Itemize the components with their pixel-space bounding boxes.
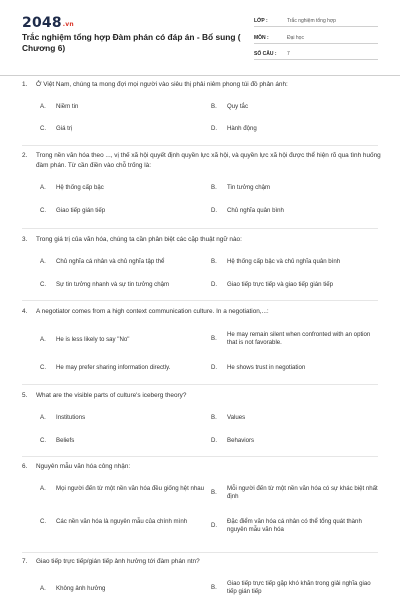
option-6d[interactable]: [211, 518, 379, 535]
option-letter: B.: [211, 584, 217, 592]
question-3: [22, 235, 382, 245]
option-2c[interactable]: [40, 207, 204, 215]
meta-value: Trắc nghiệm tổng hợp: [287, 18, 336, 24]
option-1d[interactable]: [211, 125, 379, 133]
option-text: Giao tiếp trực tiếp gặp khó khăn trong giải nghĩa giao tiếp gián tiếp: [227, 580, 371, 596]
option-1c[interactable]: [40, 125, 204, 133]
option-letter: C.: [40, 364, 47, 371]
option-2a[interactable]: [40, 184, 204, 192]
question-divider: [22, 145, 378, 146]
option-letter: A.: [40, 258, 46, 265]
option-4d[interactable]: [211, 364, 379, 372]
option-text: He shows trust in negotiation: [227, 364, 306, 371]
meta-value: Đại học: [287, 34, 304, 41]
question-text: Trong giá trị của văn hóa, chúng ta cần phân biệt các cặp thuật ngữ nào:: [36, 236, 242, 243]
option-letter: B.: [211, 489, 217, 497]
option-text: He may remain silent when confronted with an option that is not favorable.: [227, 331, 371, 347]
meta-row-subject: [254, 30, 378, 44]
option-letter: A.: [40, 585, 46, 592]
option-text: Đặc điểm văn hóa cá nhân có thể tổng quát thành nguyên mẫu văn hóa: [227, 518, 362, 534]
question-number: 4.: [22, 308, 28, 315]
question-number: 5.: [22, 392, 28, 399]
option-text: Tin tưởng chậm: [227, 184, 271, 191]
question-number: 6.: [22, 463, 28, 470]
option-text: Các nền văn hóa là nguyên mẫu của chính mình: [56, 518, 188, 525]
question-text: Nguyên mẫu văn hóa công nhận:: [36, 463, 131, 470]
option-text: Sự tin tưởng nhanh và sự tin tưởng chậm: [56, 281, 170, 288]
option-letter: D.: [211, 281, 218, 288]
meta-label: SỐ CÂU :: [254, 51, 277, 58]
option-3c[interactable]: [40, 281, 204, 289]
option-text: Chủ nghĩa quân bình: [227, 207, 284, 214]
question-number: 1.: [22, 81, 28, 88]
option-letter: D.: [211, 207, 218, 214]
option-text: Quy tắc: [227, 103, 248, 110]
option-text: He is less likely to say "No": [56, 336, 130, 343]
option-text: Giao tiếp trực tiếp và giao tiếp gián tiếp: [227, 281, 334, 288]
option-letter: B.: [211, 414, 217, 421]
option-letter: D.: [211, 437, 218, 444]
option-text: Không ảnh hưởng: [56, 585, 106, 592]
option-text: Giao tiếp gián tiếp: [56, 207, 106, 214]
option-text: Beliefs: [56, 437, 75, 444]
option-letter: B.: [211, 258, 217, 265]
option-letter: B.: [211, 335, 217, 343]
option-text: Mọi người đến từ một nền văn hóa đều giống hệt nhau: [56, 485, 205, 492]
meta-label: MÔN :: [254, 34, 269, 41]
option-text: Niềm tin: [56, 103, 79, 110]
option-text: Chủ nghĩa cá nhân và chủ nghĩa tập thể: [56, 258, 165, 265]
question-text: Trong nền văn hóa theo ..., vị thế xã hội quyết định quyền lực xã hội, và quyền lực xã hội được thể hiện rõ qua tình huống đàm phán. Từ cần điền vào chỗ trống là:: [36, 152, 381, 169]
option-2b[interactable]: [211, 184, 379, 192]
question-text: Giao tiếp trực tiếp/gián tiếp ảnh hưởng tới đàm phán ntn?: [36, 558, 200, 565]
meta-row-class: [254, 13, 378, 27]
meta-row-count: [254, 46, 378, 60]
question-number: 7.: [22, 558, 28, 565]
option-text: Behaviors: [227, 437, 255, 444]
question-text: Ở Việt Nam, chúng ta mong đợi mọi người vào siêu thị phải niêm phong túi đồ phản ánh:: [36, 81, 288, 88]
page-header: [0, 0, 400, 74]
option-letter: A.: [40, 103, 46, 110]
option-text: Hành động: [227, 125, 257, 132]
option-5d[interactable]: [211, 437, 379, 445]
option-letter: C.: [40, 437, 47, 444]
option-letter: D.: [211, 364, 218, 371]
option-text: Hệ thống cấp bậc: [56, 184, 104, 191]
option-letter: C.: [40, 125, 47, 132]
option-text: He may prefer sharing information directly.: [56, 364, 171, 371]
option-letter: B.: [211, 103, 217, 110]
option-letter: A.: [40, 336, 46, 343]
option-text: Values: [227, 414, 246, 421]
option-6b[interactable]: [211, 485, 379, 502]
question-5: [22, 391, 382, 401]
option-letter: C.: [40, 518, 47, 525]
question-divider: [22, 384, 378, 385]
option-3a[interactable]: [40, 258, 204, 266]
option-6a[interactable]: [40, 485, 204, 493]
option-7b[interactable]: [211, 580, 379, 597]
meta-label: LỚP :: [254, 18, 268, 24]
option-5a[interactable]: [40, 414, 204, 422]
option-letter: C.: [40, 281, 47, 288]
option-3d[interactable]: [211, 281, 379, 289]
site-logo[interactable]: [22, 15, 74, 31]
option-letter: C.: [40, 207, 47, 214]
option-1b[interactable]: [211, 103, 379, 111]
question-6: [22, 462, 382, 472]
option-7a[interactable]: [40, 585, 204, 593]
option-letter: B.: [211, 184, 217, 191]
question-2: [22, 151, 382, 170]
question-divider: [22, 300, 378, 301]
question-7: [22, 557, 382, 567]
question-number: 3.: [22, 236, 28, 243]
meta-info: [254, 13, 378, 63]
option-2d[interactable]: [211, 207, 379, 215]
header-divider: [0, 75, 400, 76]
meta-value: 7: [287, 51, 290, 58]
option-letter: A.: [40, 414, 46, 421]
question-divider: [22, 228, 378, 229]
logo-text: 2048: [22, 15, 62, 31]
option-text: Hệ thống cấp bậc và chủ nghĩa quân bình: [227, 258, 341, 265]
question-divider: [22, 552, 378, 553]
question-1: [22, 80, 382, 90]
option-5b[interactable]: [211, 414, 379, 422]
document-title: Trắc nghiệm tổng hợp Đàm phán có đáp án - Bổ sung ( Chương 6): [22, 32, 241, 53]
question-text: A negotiator comes from a high context communication culture. In a negotiation,...:: [36, 308, 269, 315]
option-4a[interactable]: [40, 336, 204, 344]
question-text: What are the visible parts of culture's iceberg theory?: [36, 392, 187, 399]
option-5c[interactable]: [40, 437, 204, 445]
option-3b[interactable]: [211, 258, 379, 266]
option-letter: D.: [211, 522, 218, 530]
option-4c[interactable]: [40, 364, 204, 372]
question-divider: [22, 456, 378, 457]
option-text: Institutions: [56, 414, 86, 421]
question-4: [22, 307, 382, 317]
option-text: Mỗi người đến từ một nền văn hóa có sự khác biệt nhất định: [227, 485, 378, 501]
option-6c[interactable]: [40, 518, 204, 526]
logo-suffix: .vn: [62, 21, 74, 28]
option-letter: A.: [40, 184, 46, 191]
question-number: 2.: [22, 152, 28, 159]
option-1a[interactable]: [40, 103, 204, 111]
option-letter: D.: [211, 125, 218, 132]
option-4b[interactable]: [211, 331, 379, 348]
option-text: Giá trị: [56, 125, 73, 132]
option-letter: A.: [40, 485, 46, 492]
